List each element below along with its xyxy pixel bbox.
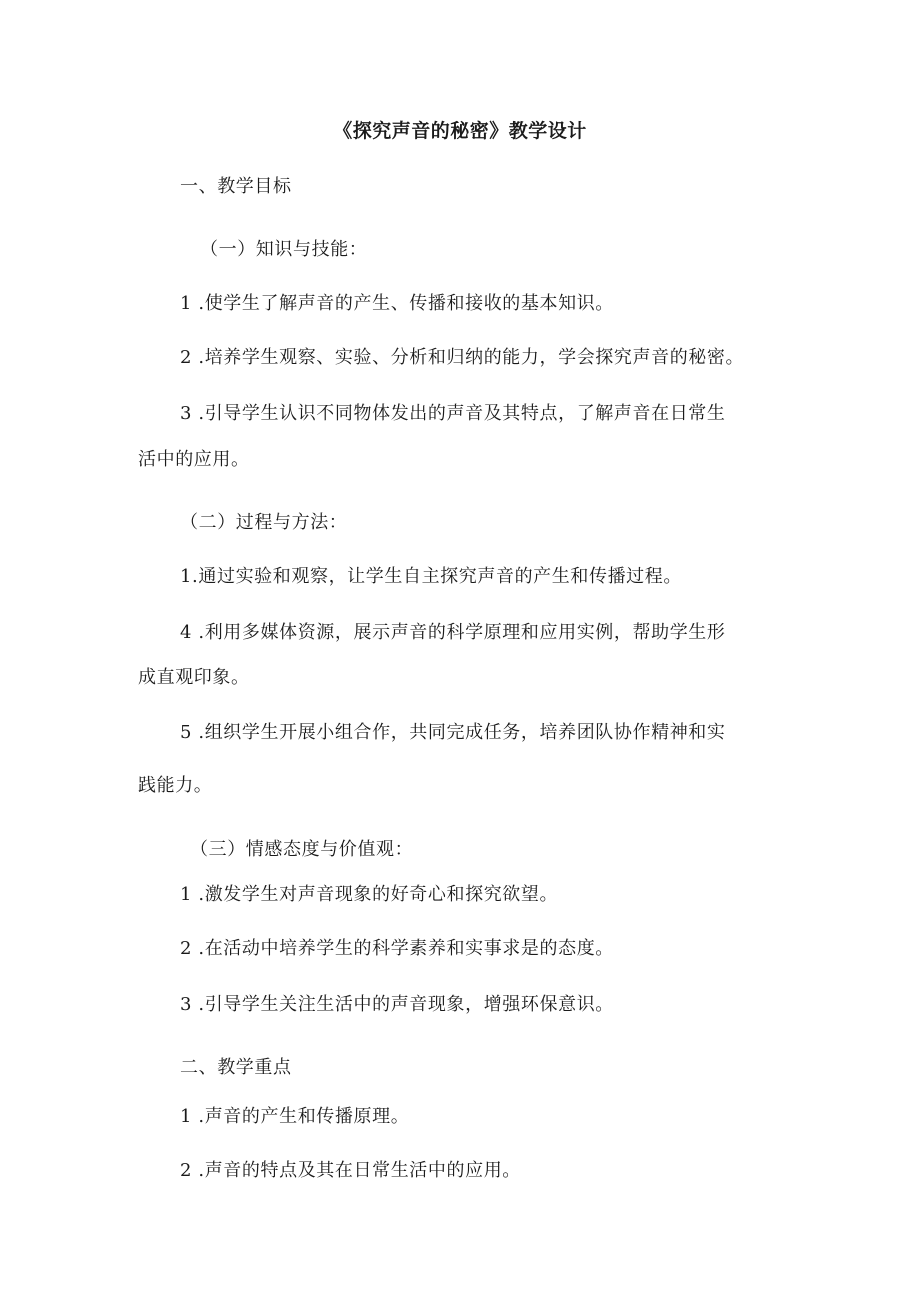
paragraph-line: 1 .激发学生对声音现象的好奇心和探究欲望。 (180, 884, 559, 905)
document-title: 《探究声音的秘密》教学设计 (333, 120, 587, 142)
paragraph-line: 5 .组织学生开展小组合作，共同完成任务，培养团队协作精神和实 (180, 722, 726, 743)
paragraph-line: 1 .使学生了解声音的产生、传播和接收的基本知识。 (180, 293, 614, 314)
paragraph-line: 1 .声音的产生和传播原理。 (180, 1106, 410, 1127)
paragraph-line: 成直观印象。 (138, 667, 250, 688)
subsection-heading-process-methods: （二）过程与方法： (180, 512, 348, 533)
paragraph-line: 3 .引导学生认识不同物体发出的声音及其特点，了解声音在日常生 (180, 403, 726, 424)
paragraph-line: 践能力。 (138, 775, 213, 796)
paragraph-line: 1.通过实验和观察，让学生自主探究声音的产生和传播过程。 (180, 566, 682, 587)
paragraph-line: 3 .引导学生关注生活中的声音现象，增强环保意识。 (180, 994, 614, 1015)
subsection-heading-knowledge-skills: （一）知识与技能： (200, 239, 368, 260)
paragraph-line: 2 .培养学生观察、实验、分析和归纳的能力，学会探究声音的秘密。 (180, 347, 745, 368)
section-heading-key-points: 二、教学重点 (180, 1057, 292, 1078)
paragraph-line: 4 .利用多媒体资源，展示声音的科学原理和应用实例，帮助学生形 (180, 622, 726, 643)
paragraph-line: 2 .在活动中培养学生的科学素养和实事求是的态度。 (180, 938, 614, 959)
subsection-heading-attitudes-values: （三）情感态度与价值观： (190, 839, 414, 860)
paragraph-line: 活中的应用。 (138, 449, 250, 470)
section-heading-objectives: 一、教学目标 (180, 176, 292, 197)
paragraph-line: 2 .声音的特点及其在日常生活中的应用。 (180, 1160, 521, 1181)
